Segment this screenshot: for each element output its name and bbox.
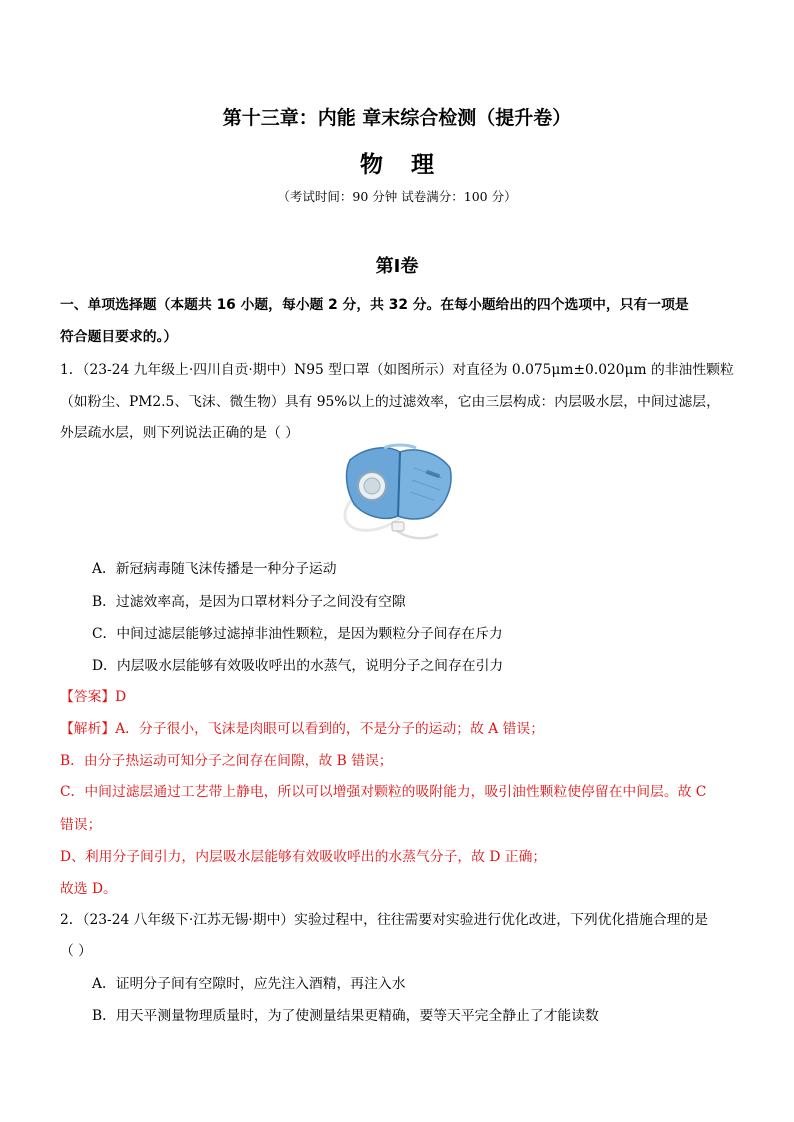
question-1-stem-line-1: 1．（23-24 九年级上·四川自贡·期中）N95 型口罩（如图所示）对直径为 0.075μm±0.020μm 的非油性颗粒 [60, 362, 734, 378]
question-1-answer: 【答案】D [60, 689, 127, 705]
question-1-analysis-line-4: 错误； [60, 817, 102, 833]
question-1-option-a: A．新冠病毒随飞沫传播是一种分子运动 [92, 561, 337, 577]
question-1-option-b: B．过滤效率高，是因为口罩材料分子之间没有空隙 [92, 594, 406, 610]
question-1-option-d: D．内层吸水层能够有效吸收呼出的水蒸气，说明分子之间存在引力 [92, 658, 504, 674]
question-2-option-a: A．证明分子间有空隙时，应先注入酒精，再注入水 [92, 976, 406, 992]
subject-title: 物理 [360, 152, 462, 178]
question-1-stem-line-3: 外层疏水层，则下列说法正确的是（ ） [60, 425, 299, 441]
question-2-stem-line-1: 2．（23-24 八年级下·江苏无锡·期中）实验过程中，往往需要对实验进行优化改进，下列优化措施合理的是 [60, 912, 709, 928]
question-2-stem-line-2: （ ） [60, 943, 92, 959]
question-1-analysis-line-5: D、利用分子间引力，内层吸水层能够有效吸收呼出的水蒸气分子，故 D 正确； [60, 849, 547, 865]
question-2-option-b: B．用天平测量物理质量时，为了使测量结果更精确，要等天平完全静止了才能读数 [92, 1008, 599, 1024]
n95-mask-image [334, 438, 462, 550]
section-heading-line-2: 符合题目要求的。） [60, 329, 178, 345]
analysis-text-a: A．分子很小，飞沫是肉眼可以看到的，不是分子的运动；故 A 错误； [115, 721, 544, 737]
section-heading-line-1: 一、单项选择题（本题共 16 小题，每小题 2 分，共 32 分。在每小题给出的四个选项中，只有一项是 [60, 297, 689, 313]
question-1-analysis-line-6: 故选 D。 [60, 881, 117, 897]
analysis-label: 【解析】 [60, 721, 116, 737]
exam-info: （考试时间：90 分钟 试卷满分：100 分） [277, 189, 517, 204]
document-title: 第十三章：内能 章末综合检测（提升卷） [222, 107, 572, 129]
volume-heading: 第I卷 [375, 256, 419, 277]
question-1-option-c: C．中间过滤层能够过滤掉非油性颗粒，是因为颗粒分子间存在斥力 [92, 626, 503, 642]
question-1-analysis-line-2: B．由分子热运动可知分子之间存在间隙，故 B 错误； [60, 753, 393, 769]
question-1-stem-line-2: （如粉尘、PM2.5、飞沫、微生物）具有 95%以上的过滤效率，它由三层构成：内层吸水层，中间过滤层， [60, 394, 720, 410]
question-1-analysis-line-3: C．中间过滤层通过工艺带上静电，所以可以增强对颗粒的吸附能力，吸引油性颗粒使停留在中间层。故 C [60, 784, 707, 800]
question-1-analysis-line-1 [60, 717, 544, 737]
